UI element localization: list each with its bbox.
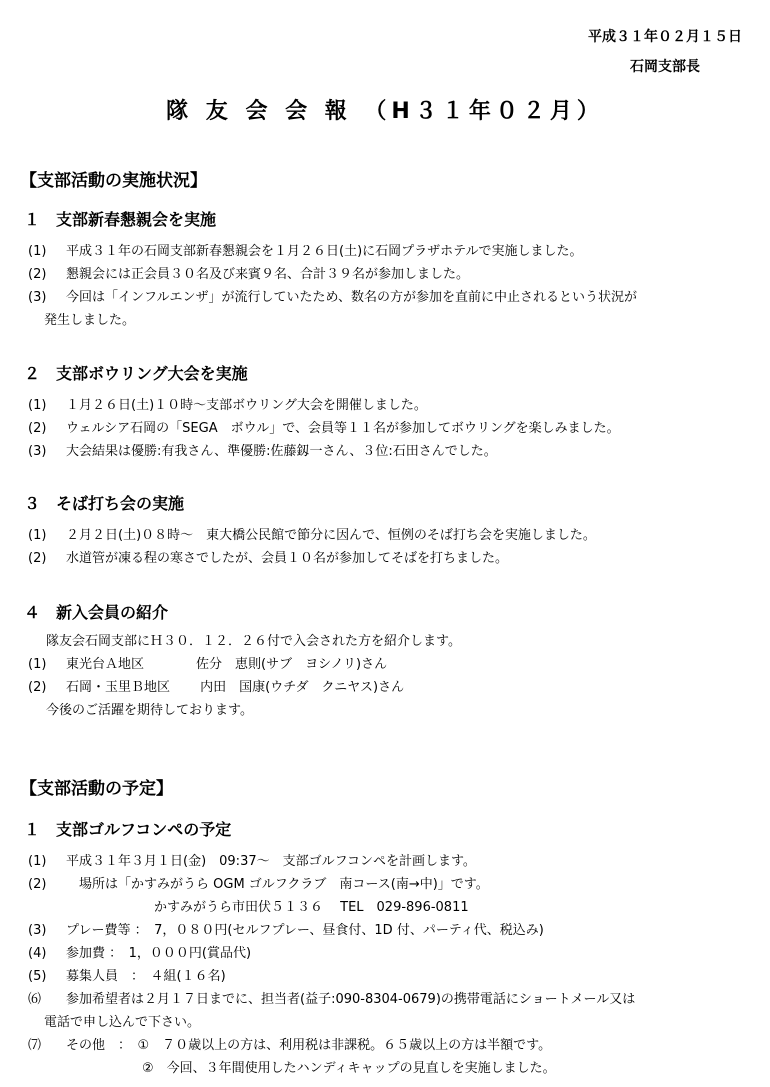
list-item-text: プレー費等 ： 7，０８０円(セルフプレー、昼食付、1D 付、パーティ代、税込み) (66, 923, 544, 938)
section-heading-activities-planned: 【支部活動の予定】 (20, 779, 173, 799)
item-heading-new-year-party: １ 支部新春懇親会を実施 (24, 210, 217, 229)
list-number: (1) (28, 528, 47, 543)
item-heading-soba: ３ そば打ち会の実施 (24, 494, 185, 513)
list-number: (4) (28, 946, 47, 961)
list-item-text: 懇親会には正会員３０名及び来賓９名、合計３９名が参加しました。 (66, 267, 470, 282)
list-number: (5) (28, 969, 47, 984)
list-item-continuation: 発生しました。 (44, 313, 136, 328)
list-number: ⑺ (28, 1038, 42, 1053)
list-item-text: １月２６日(土)１０時～支部ボウリング大会を開催しました。 (66, 398, 427, 413)
list-number: (2) (28, 680, 47, 695)
item-heading-golf: １ 支部ゴルフコンペの予定 (24, 820, 232, 839)
list-number: (2) (28, 877, 47, 892)
item-heading-new-members: ４ 新入会員の紹介 (24, 603, 169, 622)
list-item-text: その他 ： ① ７０歳以上の方は、利用税は非課税。６５歳以上の方は半額です。 (66, 1038, 552, 1053)
list-item-text: 東光台Ａ地区 佐分 恵則(サブ ヨシノリ)さん (66, 657, 388, 672)
list-number: (1) (28, 854, 47, 869)
list-number: (2) (28, 421, 47, 436)
item-heading-bowling: ２ 支部ボウリング大会を実施 (24, 364, 248, 383)
document-title: 隊 友 会 会 報 （H３１年０２月） (166, 99, 604, 124)
list-item-text: 参加費 ： 1，０００円(賞品代) (66, 946, 252, 961)
address-line: かすみがうら市田伏５１３６ TEL 029-896-0811 (154, 900, 469, 915)
list-item-continuation: ② 今回、３年間使用したハンディキャップの見直しを実施しました。 (142, 1061, 556, 1076)
list-number: (1) (28, 244, 47, 259)
list-item-text: 水道管が凍る程の寒さでしたが、会員１０名が参加してそばを打ちました。 (66, 551, 509, 566)
intro-text: 隊友会石岡支部にＨ３０．１２．２６付で入会された方を紹介します。 (46, 634, 461, 649)
section-heading-activities-done: 【支部活動の実施状況】 (20, 171, 207, 191)
list-item-continuation: 電話で申し込んで下さい。 (44, 1015, 201, 1030)
list-item-text: 参加希望者は２月１７日までに、担当者(益子:090-8304-0679)の携帯電話にショートメール又は (66, 992, 636, 1007)
list-number: (1) (28, 398, 47, 413)
list-item-text: 募集人員 ： ４組(１６名) (66, 969, 226, 984)
list-item-text: 平成３１年の石岡支部新春懇親会を１月２６日(土)に石岡プラザホテルで実施しました。 (66, 244, 583, 259)
list-item-text: 平成３１年３月１日(金) 09:37～ 支部ゴルフコンペを計画します。 (66, 854, 476, 869)
document-author: 石岡支部長 (630, 59, 700, 75)
list-item-text: 大会結果は優勝:有我さん、準優勝:佐藤釼一さん、３位:石田さんでした。 (66, 444, 497, 459)
list-item-text: 場所は「かすみがうら OGM ゴルフクラブ 南コース(南→中)」です。 (66, 877, 489, 892)
list-number: (3) (28, 444, 47, 459)
document-date: 平成３１年０２月１５日 (588, 29, 742, 45)
list-number: (3) (28, 290, 47, 305)
list-number: (3) (28, 923, 47, 938)
list-number: (1) (28, 657, 47, 672)
list-item-text: 石岡・玉里Ｂ地区 内田 国康(ウチダ クニヤス)さん (66, 680, 405, 695)
list-item-text: 今回は「インフルエンザ」が流行していたため、数名の方が参加を直前に中止されるという状況が (66, 290, 637, 305)
list-item-text: ２月２日(土)０８時～ 東大橋公民館で節分に因んで、恒例のそば打ち会を実施しました。 (66, 528, 596, 543)
list-number: ⑹ (28, 992, 42, 1007)
list-item-text: ウェルシア石岡の「SEGA ボウル」で、会員等１１名が参加してボウリングを楽しみました。 (66, 421, 620, 436)
list-number: (2) (28, 267, 47, 282)
list-number: (2) (28, 551, 47, 566)
outro-text: 今後のご活躍を期待しております。 (46, 703, 253, 718)
